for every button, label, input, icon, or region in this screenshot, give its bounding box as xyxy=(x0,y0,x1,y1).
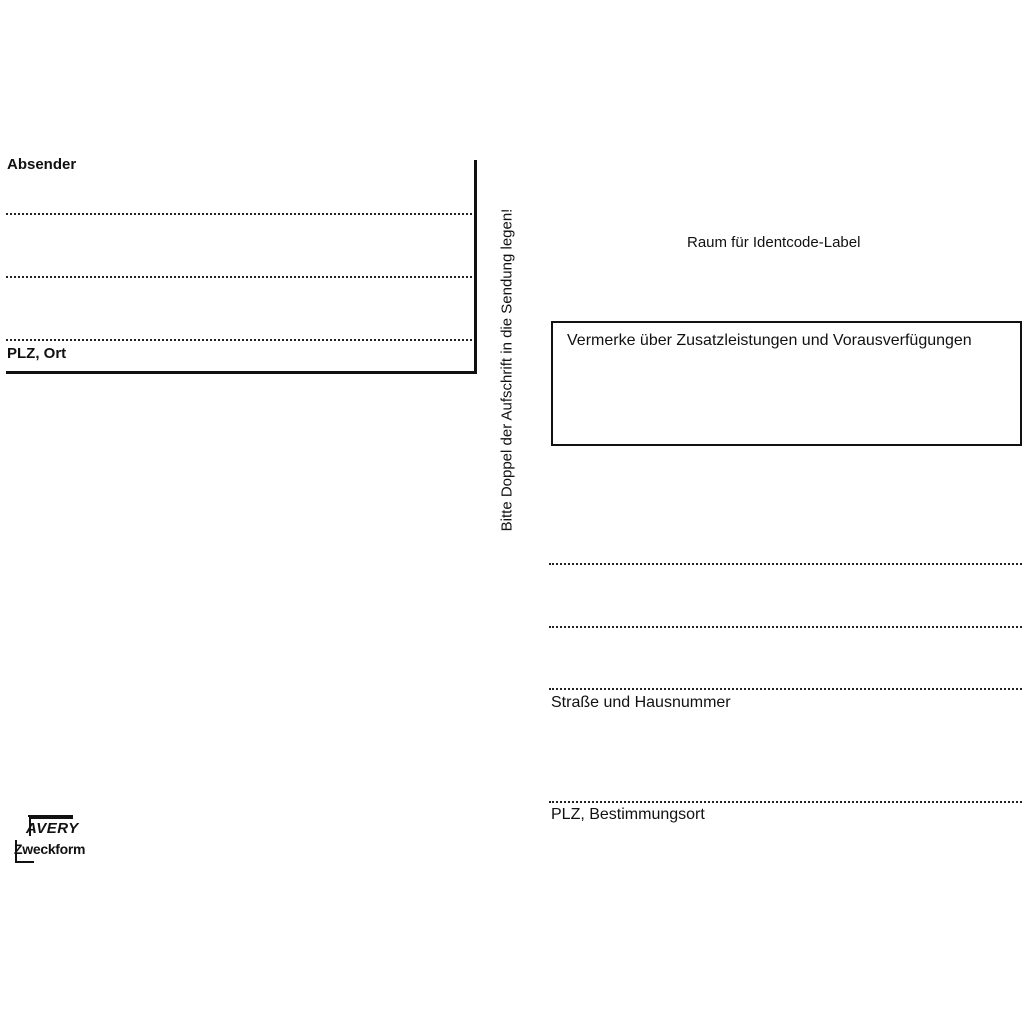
street-label: Straße und Hausnummer xyxy=(551,694,731,711)
sender-box-border-bottom xyxy=(6,371,477,374)
sender-line-2[interactable] xyxy=(6,276,472,278)
notes-box-label: Vermerke über Zusatzleistungen und Vorausverfügungen xyxy=(567,332,972,349)
avery-zweckform-logo xyxy=(14,814,106,866)
sender-box-border-right xyxy=(474,160,477,373)
side-note-text: Bitte Doppel der Aufschrift in die Sendung legen! xyxy=(498,208,516,532)
recipient-line-street[interactable] xyxy=(549,688,1022,690)
sender-city-label: PLZ, Ort xyxy=(7,345,67,362)
logo-text-bottom: Zweckform xyxy=(14,841,86,857)
sender-title: Absender xyxy=(7,156,77,173)
notes-box[interactable] xyxy=(551,321,1022,446)
recipient-line-destination[interactable] xyxy=(549,801,1022,803)
sender-line-1[interactable] xyxy=(6,213,472,215)
recipient-line-extra[interactable] xyxy=(549,626,1022,628)
sender-line-3[interactable] xyxy=(6,339,472,341)
destination-label: PLZ, Bestimmungsort xyxy=(551,806,705,823)
logo-graphic xyxy=(14,814,106,866)
ident-code-label-area: Raum für Identcode-Label xyxy=(687,234,861,251)
recipient-line-name[interactable] xyxy=(549,563,1022,565)
logo-text-top: AVERY xyxy=(26,820,79,837)
